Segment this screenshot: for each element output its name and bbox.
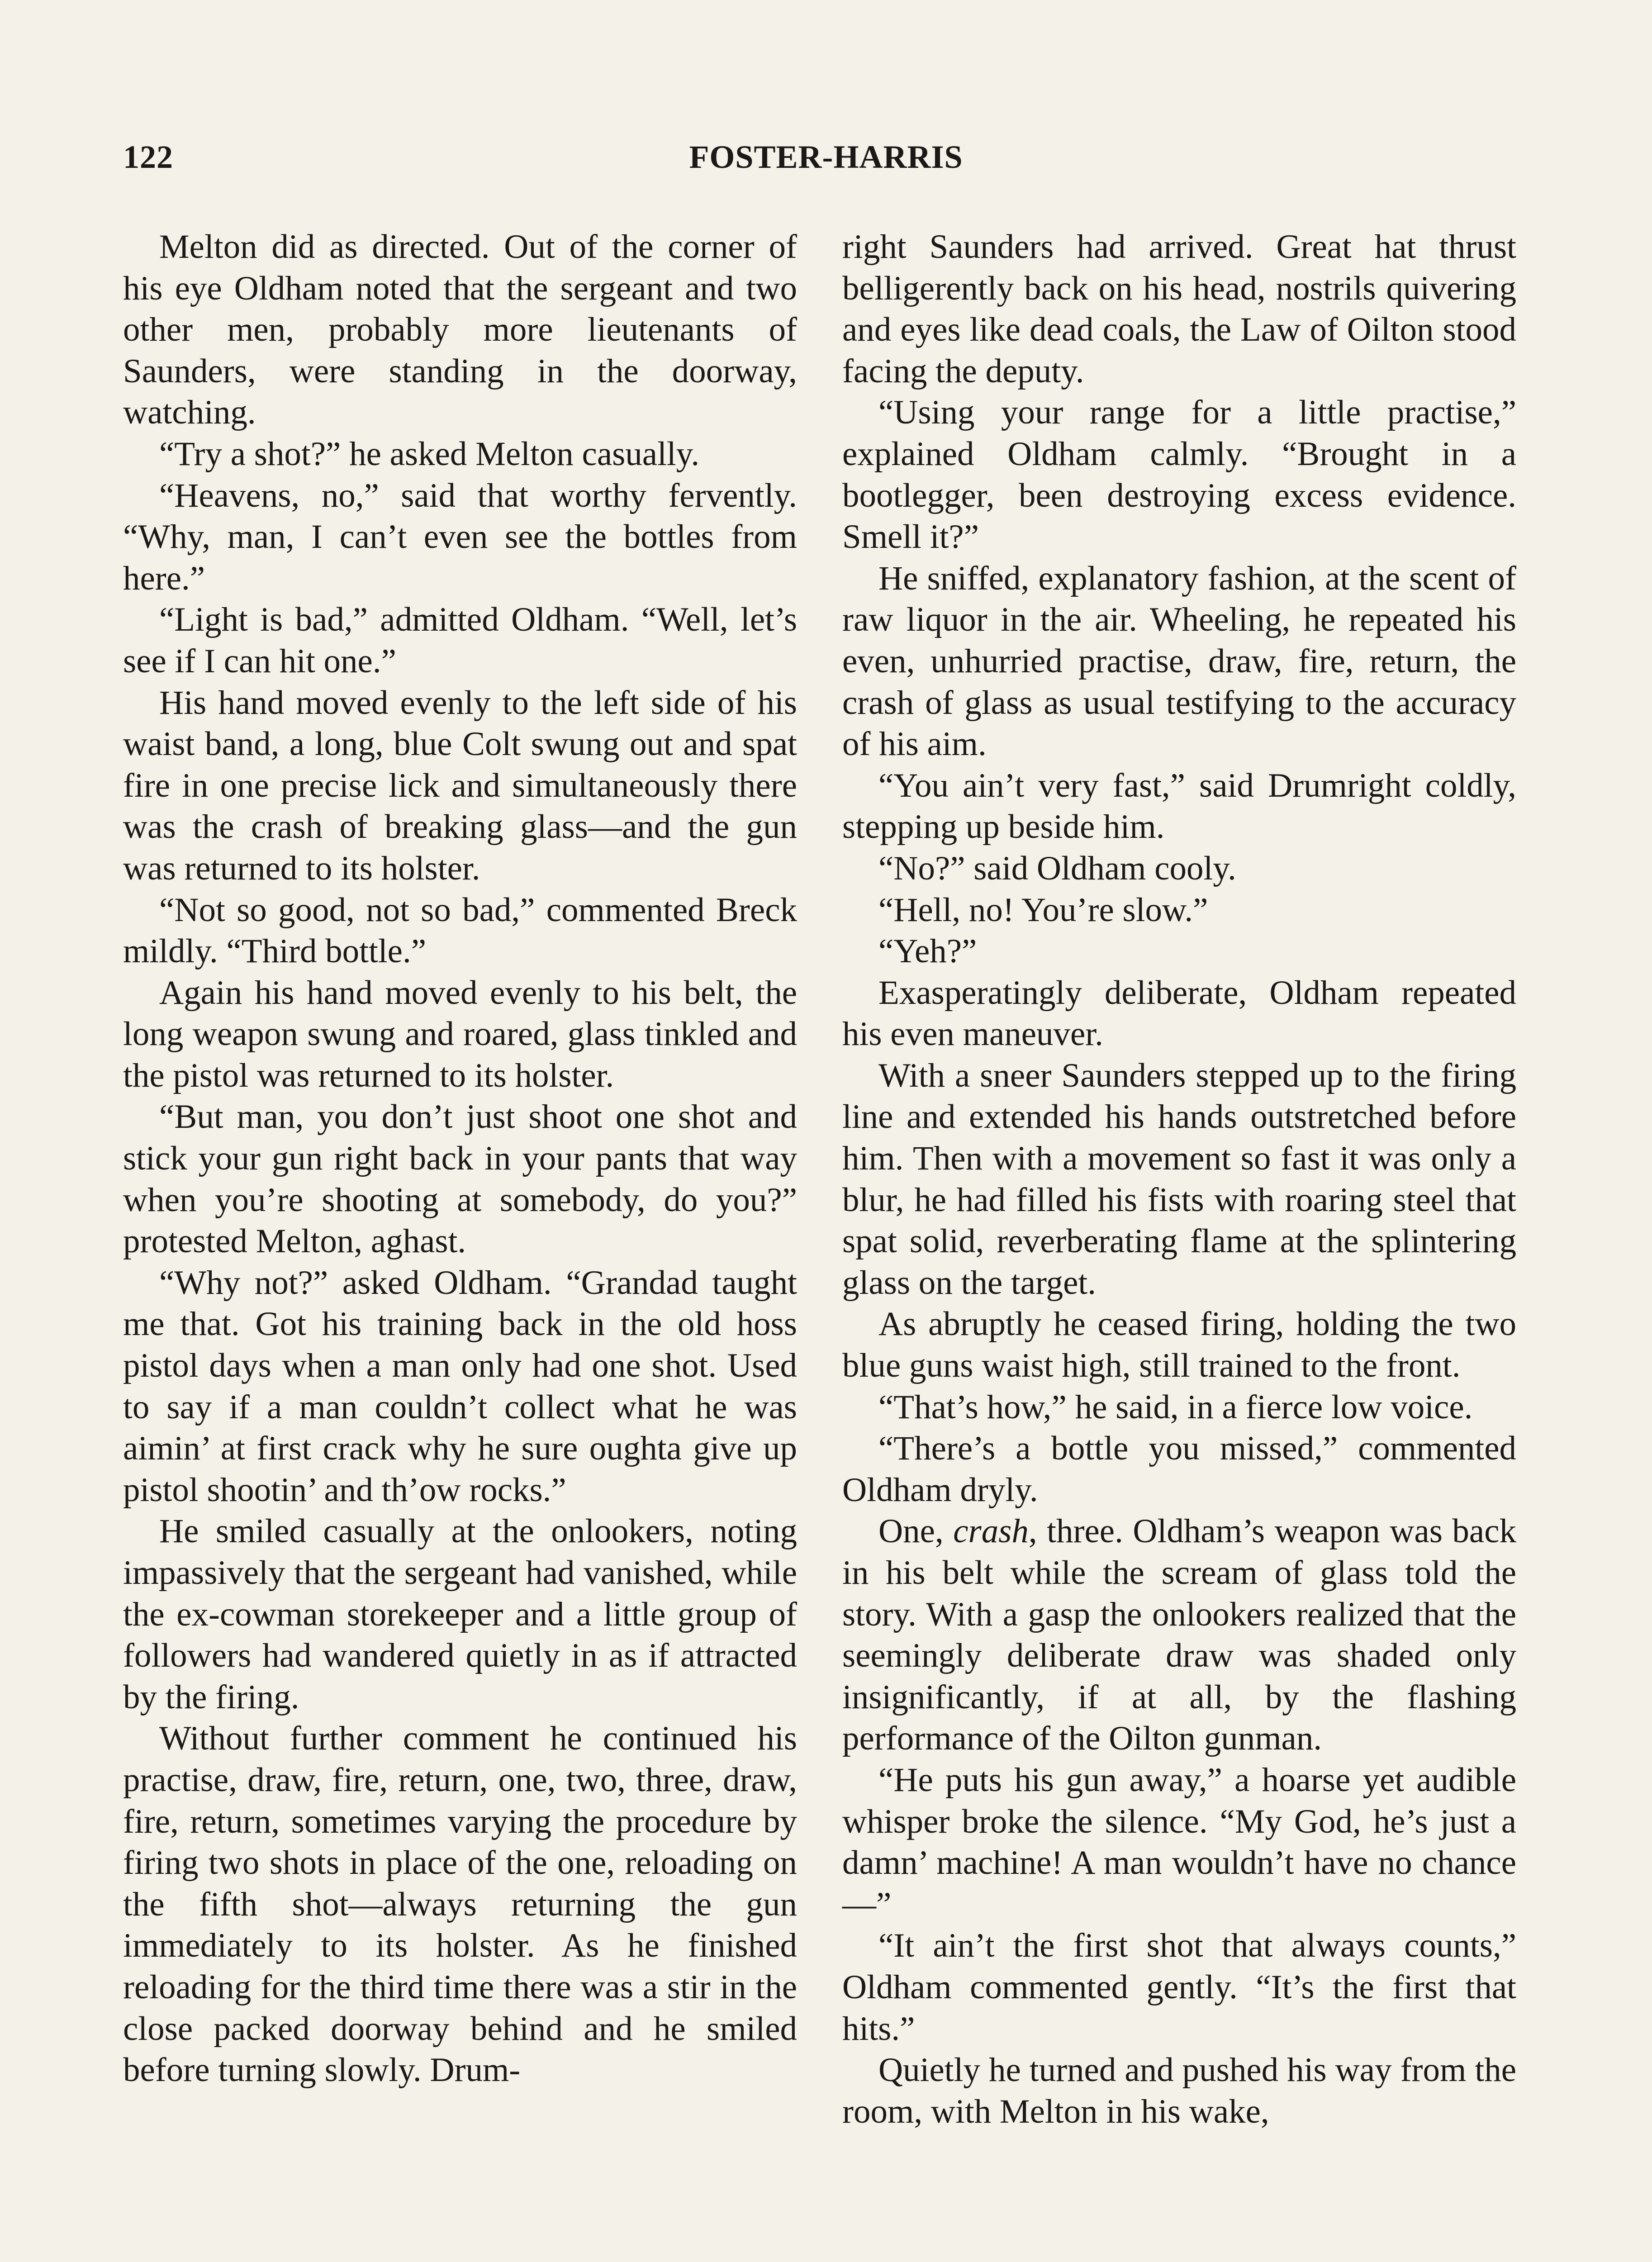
paragraph: “He puts his gun away,” a hoarse yet audible whisper broke the silence. “My God, he’s just a damn’ machine! A man wouldn’t have no chance—” [842,1761,1516,1923]
paragraph: “Heavens, no,” said that worthy fervently. “Why, man, I can’t even see the bottles from here.” [123,476,797,597]
paragraph: He sniffed, explanatory fashion, at the scent of raw liquor in the air. Wheeling, he repeated his even, unhurried practise, draw, fire, return, the crash of glass as usual testifying to the accuracy of his aim. [842,559,1516,763]
paragraph: “Using your range for a little practise,” explained Oldham calmly. “Brought in a bootlegger, been destroying excess evidence. Smell it?” [842,394,1516,556]
paragraph: Without further comment he continued his practise, draw, fire, return, one, two, three, draw, fire, return, sometimes varying the procedure by firing two shots in place of the one, reloading on the fifth shot—always returning the gun immediately to its holster. As he finished reloading for the third time there was a stir in the close packed doorway behind and he smiled before turning slowly. Drum- [123,1720,797,2089]
paragraph: Exasperatingly deliberate, Oldham repeated his even maneuver. [842,974,1516,1053]
continued-paragraph: right Saunders had arrived. Great hat thrust belligerently back on his head, nostrils quivering and eyes like dead coals, the Law of Oilton stood facing the deputy. [842,228,1516,390]
paragraph: “You ain’t very fast,” said Drumright coldly, stepping up beside him. [842,766,1516,846]
italic-word: crash [953,1512,1029,1550]
paragraph: “It ain’t the first shot that always counts,” Oldham commented gently. “It’s the first that hits.” [842,1927,1516,2048]
paragraph: “Why not?” asked Oldham. “Grandad taught me that. Got his training back in the old hoss pistol days when a man only had one shot. Used to say if a man couldn’t collect what he was aimin’ at first crack why he sure oughta give up pistol shootin’ and th’ow rocks.” [123,1264,797,1509]
running-head: FOSTER-HARRIS [689,139,963,175]
paragraph: “But man, you don’t just shoot one shot and stick your gun right back in your pants that way when you’re shooting at somebody, do you?” protested Melton, aghast. [123,1098,797,1260]
right-column [842,226,1516,2132]
paragraph: With a sneer Saunders stepped up to the firing line and extended his hands outstretched before him. Then with a movement so fast it was only a blur, he had filled his fists with roaring steel that spat solid, reverberating flame at the splintering glass on the target. [842,1056,1516,1302]
paragraph: “Light is bad,” admitted Oldham. “Well, let’s see if I can hit one.” [123,601,797,680]
paragraph: “Not so good, not so bad,” commented Breck mildly. “Third bottle.” [123,891,797,970]
left-column [123,226,797,2091]
paragraph: “That’s how,” he said, in a fierce low voice. [878,1388,1473,1426]
paragraph: Melton did as directed. Out of the corner of his eye Oldham noted that the sergeant and two other men, probably more lieutenants of Saunders, were standing in the doorway, watching. [123,228,797,432]
paragraph: “Try a shot?” he asked Melton casually. [159,435,700,473]
paragraph: Again his hand moved evenly to his belt, the long weapon swung and roared, glass tinkled and the pistol was returned to its holster. [123,974,797,1094]
paragraph: “There’s a bottle you missed,” commented Oldham dryly. [842,1430,1516,1509]
text-run: , three. Oldham’s weapon was back in his belt while the scream of glass told the story. With a gasp the onlookers realized that the seemingly deliberate draw was shaded only insignificantly, if at all, by the flashing performance of the Oilton gunman. [842,1512,1517,1758]
paragraph [842,1511,1516,1759]
paragraph: He smiled casually at the onlookers, noting impassively that the sergeant had vanished, while the ex-cowman storekeeper and a little group of followers had wandered quietly in as if attracted by the firing. [123,1512,797,1716]
paragraph: Quietly he turned and pushed his way from the room, with Melton in his wake, [842,2051,1516,2130]
paragraph: His hand moved evenly to the left side of his waist band, a long, blue Colt swung out and spat fire in one precise lick and simultaneously there was the crash of breaking glass—and the gun was returned to its holster. [123,684,797,887]
paragraph: “No?” said Oldham cooly. [878,849,1236,887]
paragraph: As abruptly he ceased firing, holding the two blue guns waist high, still trained to the front. [842,1305,1516,1385]
text-run: One, [878,1512,954,1550]
page-number: 122 [123,139,173,175]
paragraph: “Hell, no! You’re slow.” [878,891,1208,929]
paragraph: “Yeh?” [878,932,977,970]
